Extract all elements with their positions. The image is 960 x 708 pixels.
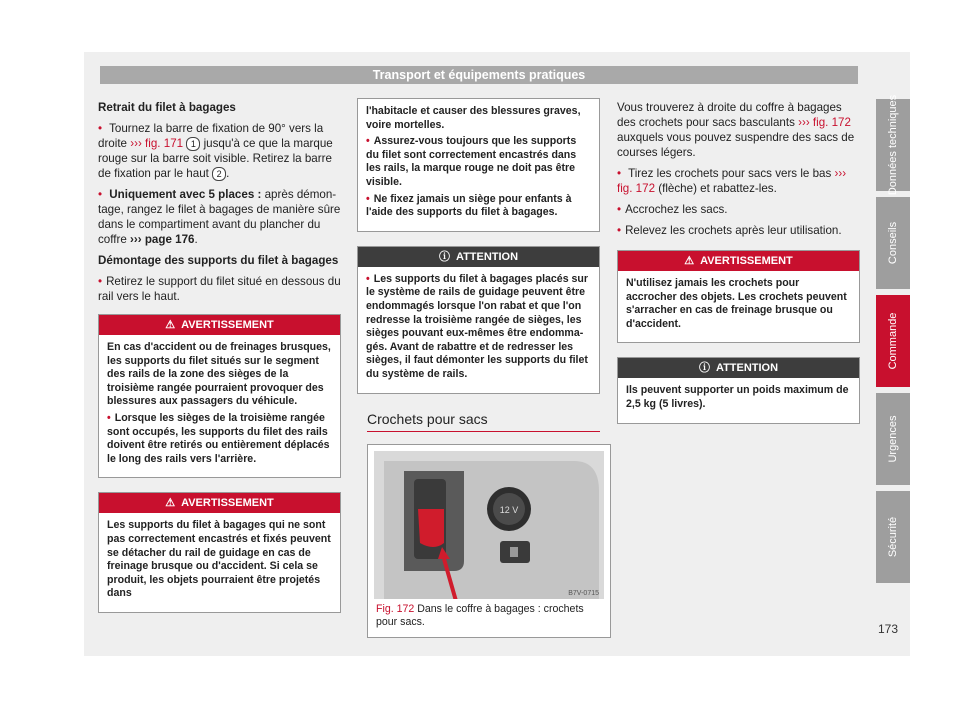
info-circle-icon: ⓘ <box>698 362 710 375</box>
attention-box-2: ⓘ ATTENTION Ils peuvent supporter un poids maximum de 2,5 kg (5 livres). <box>617 357 860 423</box>
warning-icon: ⚠ <box>684 255 695 267</box>
intro-paragraph: Vous trouverez à droite du coffre à bagages des crochets pour sacs basculants ››› fig. 172 auxquels vous pouvez suspendre des sacs de courses légers. <box>617 101 855 159</box>
trunk-hooks-illustration <box>374 451 604 599</box>
warning-header: ⚠ AVERTISSEMENT <box>99 493 340 513</box>
page-link[interactable]: ››› page 176 <box>130 233 195 246</box>
column-2 <box>357 98 600 638</box>
figure-172 <box>367 444 611 638</box>
attention-header: ⓘ ATTENTION <box>618 358 859 378</box>
tab-conseils[interactable]: Conseils <box>876 197 910 289</box>
warning-box-3: ⚠ AVERTISSEMENT N'utilisez jamais les crochets pour accrocher des objets. Les crochets peuvent s'arracher en cas de freinage brusque ou d'accident. <box>617 250 860 343</box>
attention-header: ⓘ ATTENTION <box>358 247 599 267</box>
section-title: Crochets pour sacs <box>367 412 600 432</box>
attention-box: ⓘ ATTENTION • Les supports du filet à bagages placés sur le système de rails de guidage peuvent être endommagés lorsque l'on rabat et que l'on redresse la troisième rangée de sièges, les sièges pouvant eux-mêmes être endommagés. Avant de rabattre et de redresser les sièges, il faut démonter les supports du filet du système de rails. <box>357 246 600 394</box>
warning-icon: ⚠ <box>165 497 176 510</box>
tab-urgences[interactable]: Urgences <box>876 393 910 485</box>
fig-link[interactable]: ››› fig. 172 <box>617 167 847 195</box>
step-five-seats: • Uniquement avec 5 places : après démontage, rangez le filet à bagages de manière sûre dans le compartiment avant du plancher du coffre ››› page 176. <box>98 187 341 247</box>
column-3 <box>617 100 860 424</box>
step-raise-hooks: • Relevez les crochets après leur utilisation. <box>617 223 860 238</box>
step-turn-bar: • Tournez la barre de fixation de 90° vers la droite ››› fig. 171 1 jusqu'à ce que la marque rouge sur la barre soit visible. Retirez la barre de fixation par le haut 2 . <box>98 121 341 181</box>
info-circle-icon: ⓘ <box>438 250 450 263</box>
column-1 <box>98 100 341 613</box>
warning-box-2: ⚠ AVERTISSEMENT Les supports du filet à bagages qui ne sont pas correctement encastrés et fixés peuvent se détacher du rail de guidage en cas de freinage brusque ou d'accident. Si cela se produit, les objets pourraient être projetés dans <box>98 492 341 613</box>
tab-securite[interactable]: Sécurité <box>876 491 910 583</box>
socket-label: 12 V <box>499 504 519 515</box>
heading-remove-net: Retrait du filet à bagages <box>98 101 236 114</box>
warning-icon: ⚠ <box>165 319 176 331</box>
fig-link[interactable]: ››› fig. 171 <box>130 137 184 150</box>
step-pull-hooks: • Tirez les crochets pour sacs vers le bas ››› fig. 172 (flèche) et rabattez-les. <box>617 166 860 196</box>
heading-remove-supports: Démontage des supports du filet à bagages <box>98 254 339 267</box>
step-hang-bags: • Accrochez les sacs. <box>617 202 860 217</box>
tab-donnees-techniques[interactable]: Données techniques <box>876 99 910 191</box>
fig-link[interactable]: ››› fig. 172 <box>798 116 851 129</box>
page-header: Transport et équipements pratiques <box>100 66 858 84</box>
callout-2: 2 <box>212 167 226 181</box>
page-number: 173 <box>878 622 899 636</box>
figure-code: B7V-0715 <box>568 589 599 597</box>
figure-caption: Fig. 172 Dans le coffre à bagages : crochets pour sacs. <box>376 602 584 628</box>
callout-1: 1 <box>186 137 200 151</box>
warning-box-1: ⚠ AVERTISSEMENT En cas d'accident ou de freinages brusques, les supports du filet situés sur le segment des rails de la zone des sièges de la troisième rangée pourraient provoquer des blessures aux passagers du véhicule. • Lorsque les sièges de la troisième rangée sont occupés, les supports du filet des rails doivent être retirés ou entièrement déplacés le long des rails vers l'arrière. <box>98 314 341 478</box>
warning-box-continued: l'habitacle et causer des blessures graves, voire mortelles. • Assurez-vous toujours que les supports du filet sont correctement encastrés dans les rails, la marque rouge ne doit pas être visible. • Ne fixez jamais un siège pour enfants à l'aide des supports du filet à bagages. <box>357 98 600 232</box>
tab-commande[interactable]: Commande <box>876 295 910 387</box>
warning-header: ⚠ AVERTISSEMENT <box>618 251 859 271</box>
warning-header: ⚠ AVERTISSEMENT <box>99 315 340 335</box>
step-remove-support: • Retirez le support du filet situé en dessous du rail vers le haut. <box>98 274 341 304</box>
